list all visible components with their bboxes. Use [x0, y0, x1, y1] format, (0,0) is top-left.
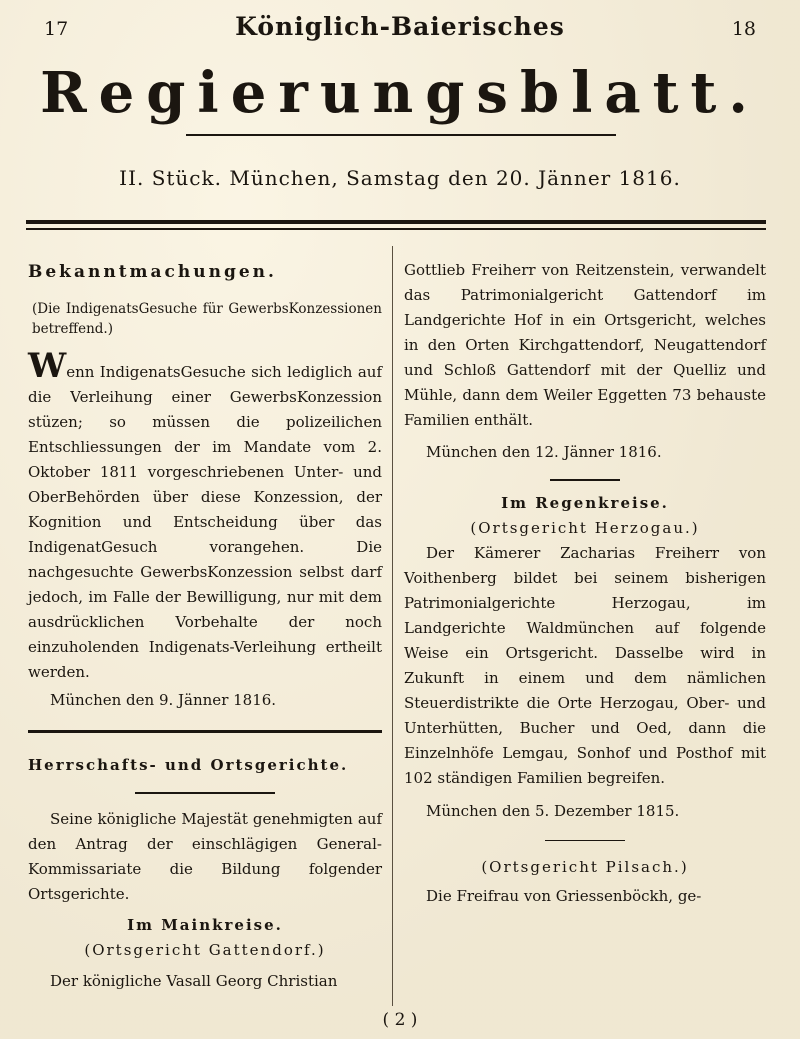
section-body-herrschafts: Seine königliche Majestät genehmigten auf den Antrag der einschlägigen General-Kommissariate die Bildung folgender Ortsgerichte. [28, 809, 382, 903]
title-rule [186, 134, 616, 136]
kingdom-title: Königlich-Baierisches [235, 12, 565, 41]
kreis-subtitle-gattendorf: (Ortsgericht Gattendorf.) [84, 940, 326, 959]
section-thick-rule [28, 730, 382, 733]
section-date: München den 9. Jänner 1816. [50, 691, 277, 709]
section-short-rule [135, 792, 275, 794]
kreis-date-gattendorf: München den 12. Jänner 1816. [426, 443, 662, 461]
kreis-subtitle-herzogau: (Ortsgericht Herzogau.) [470, 518, 700, 537]
left-column [28, 258, 382, 994]
column-divider [392, 246, 393, 1006]
main-title: Regierungsblatt. [40, 60, 760, 126]
drop-cap: W [28, 346, 67, 386]
section-subtitle: (Die IndigenatsGesuche für GewerbsKonzessionen betreffend.) [32, 301, 382, 337]
issue-line: II. Stück. München, Samstag den 20. Jänner 1816. [119, 166, 681, 190]
header-double-rule-top [26, 220, 766, 224]
kreis-body-herzogau: Der Kämerer Zacharias Freiherr von Voithenberg bildet bei seinem bisherigen Patrimonialgerichte Herzogau, im Landgerichte Waldmünchen auf folgende Weise ein Ortsgericht. Dasselbe wird in Zukunft in einem und dem nämlichen Steuerdistrikte die Orte Herzogau, Ober- und Unterhütten, Bucher und Oed, dann die Einzelnhöfe Lemgau, Sonhof und Posthof mit 102 ständigen Familien begreifen. [404, 543, 766, 787]
page-number-right: 18 [731, 18, 756, 40]
kreis-body-continued: Gottlieb Freiherr von Reitzenstein, verwandelt das Patrimonialgericht Gattendorf im Landgerichte Hof in ein Ortsgericht, welches in den Orten Kirchgattendorf, Neugattendorf und Schloß Gattendorf mit der Quelliz und Mühle, dann dem Weiler Eggetten 73 behauste Familien enthält. [404, 261, 766, 429]
kreis-heading-regen: Im Regenkreise. [501, 493, 669, 512]
right-column [404, 258, 766, 909]
kreis-subtitle-pilsach: (Ortsgericht Pilsach.) [481, 858, 689, 877]
kreis-body-start: Der königliche Vasall Georg Christian [50, 971, 338, 990]
signature-mark: ( 2 ) [382, 1010, 418, 1030]
page-number-left: 17 [44, 18, 69, 40]
kreis-heading-main: Im Mainkreise. [127, 915, 283, 934]
kreis-short-rule-2 [545, 840, 625, 842]
section-body [28, 346, 382, 685]
header-double-rule-bottom [26, 228, 766, 230]
kreis-short-rule [550, 479, 620, 481]
section-heading-bekanntmachungen: Bekanntmachungen. [28, 262, 277, 282]
kreis-body-pilsach-start: Die Freifrau von Griessenböckh, ge- [426, 887, 702, 906]
section-body-text: enn IndigenatsGesuche sich lediglich auf die Verleihung einer GewerbsKonzession stüzen; so müssen die polizeilichen Entschliessungen der im Mandate vom 2. Oktober 1811 vorgeschriebenen Unter- und OberBehörden über diese Konzession, der Kognition und Entscheidung über das IndigenatGesuch vorangehen. Die nachgesuchte GewerbsKonzession selbst darf jedoch, im Falle der Bewilligung, nur mit dem ausdrücklichen Vorbehalte der noch einzuholenden Indigenats-Verleihung ertheilt werden. [28, 363, 382, 681]
section-heading-herrschafts: Herrschafts- und Ortsgerichte. [28, 756, 349, 774]
kreis-date-herzogau: München den 5. Dezember 1815. [426, 801, 680, 820]
